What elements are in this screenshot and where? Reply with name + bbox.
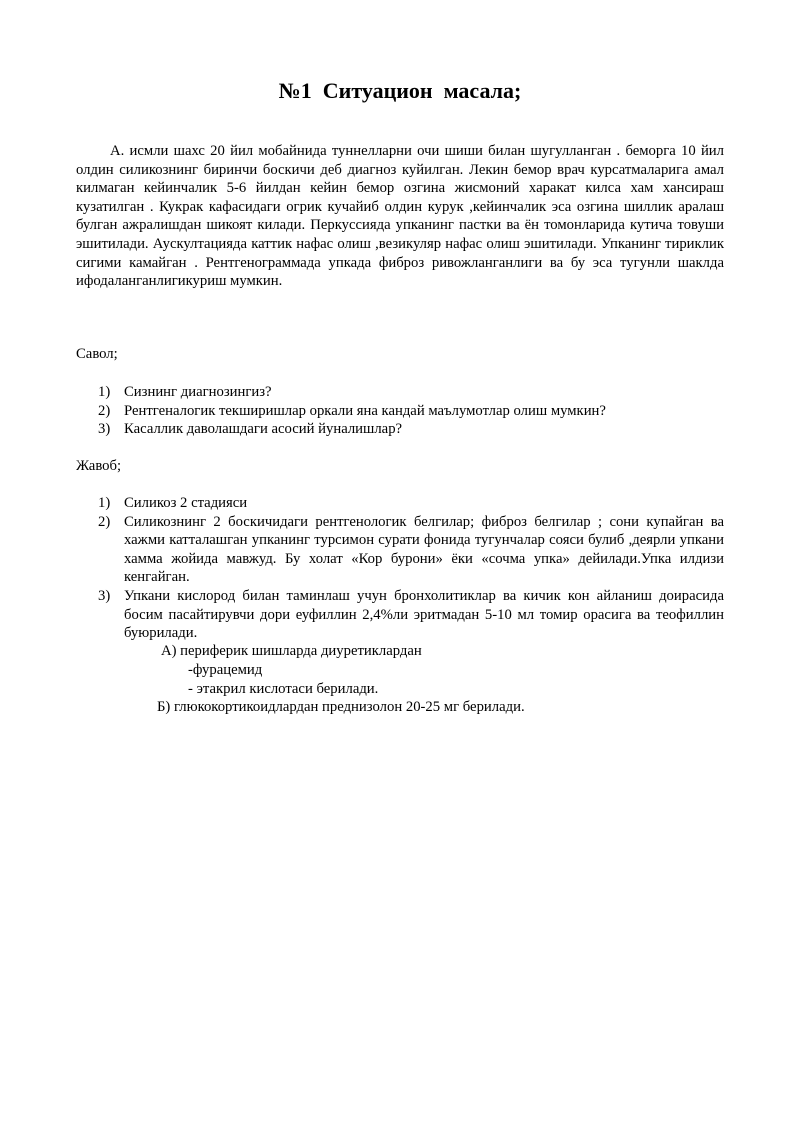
question-text: Касаллик даволашдаги асосий йуналишлар? bbox=[124, 421, 403, 438]
list-item bbox=[76, 402, 724, 421]
treatment-item-a: А) периферик шишларда диуретиклардан bbox=[161, 643, 422, 659]
list-item bbox=[76, 383, 724, 402]
page-title: №1 Ситуацион масала; bbox=[278, 78, 522, 103]
question-text: Рентгеналогик текширишлар оркали яна кандай маълумотлар олиш мумкин? bbox=[124, 402, 606, 419]
list-item bbox=[76, 494, 724, 513]
treatment-item-a2: - этакрил кислотаси берилади. bbox=[188, 681, 379, 697]
list-item bbox=[76, 513, 724, 587]
answer-text: Силикознинг 2 боскичидаги рентгенологик белгилар; фиброз белгилар ; сони купайган ва хажми катталашган упканинг турсимон сурати фонида тугунчалар сояси булиб ,деярли упкани хамма жойида мавжуд. Бу холат «Кор бурони» ёки «сочма упка» дейилади.Упка илдизи кенгайган. bbox=[124, 513, 724, 586]
answer-text: Силикоз 2 стадияси bbox=[124, 495, 248, 511]
list-item bbox=[76, 587, 724, 643]
list-number: 1) bbox=[98, 495, 111, 511]
answers-list bbox=[76, 494, 724, 643]
list-number: 2) bbox=[98, 513, 111, 530]
answers-label: Жавоб; bbox=[76, 458, 122, 474]
list-number: 1) bbox=[98, 384, 111, 400]
treatment-item-a1: -фурацемид bbox=[188, 662, 263, 678]
list-number: 3) bbox=[98, 421, 111, 438]
question-text: Сизнинг диагнозингиз? bbox=[124, 384, 272, 400]
case-paragraph: А. исмли шахс 20 йил мобайнида туннелларни очи шиши билан шугулланган . беморга 10 йил олдин силикознинг биринчи боскичи деб диагноз куйилган. Лекин бемор врач курсатмаларига амал килмаган кейинчалик 5-6 йилдан кейин бемор озгина жисмоний харакат килса хам хансираш кузатилган . Кукрак кафасидаги огрик кучайиб олдин курук ,кейинчалик эса озгина шиллик аралаш булган ажралишдан шикоят килади. Перкуссияда упканинг пастки ва ён томонларида кутича товуши эшитилади. Аускултацияда каттик нафас олиш ,везикуляр нафас олиш эшитилади. Упканинг тириклик сигими камайган . Рентгенограммада упкада фиброз ривожланганлиги ва бу эса тугунли шаклда ифодаланганлигикуриш мумкин. bbox=[76, 143, 724, 290]
questions-list bbox=[76, 383, 724, 439]
answer-text: Упкани кислород билан таминлаш учун бронхолитиклар ва кичик кон айланиш доирасида босим пасайтирувчи дори еуфиллин 2,4%ли эритмадан 5-10 мл томир орасига ва теофиллин буюрилади. bbox=[124, 587, 724, 642]
treatment-item-b: Б) глюкокортикоидлардан преднизолон 20-25 мг берилади. bbox=[157, 699, 525, 715]
list-item bbox=[76, 420, 724, 439]
list-number: 2) bbox=[98, 402, 111, 419]
questions-label: Савол; bbox=[76, 346, 118, 362]
list-number: 3) bbox=[98, 587, 111, 604]
